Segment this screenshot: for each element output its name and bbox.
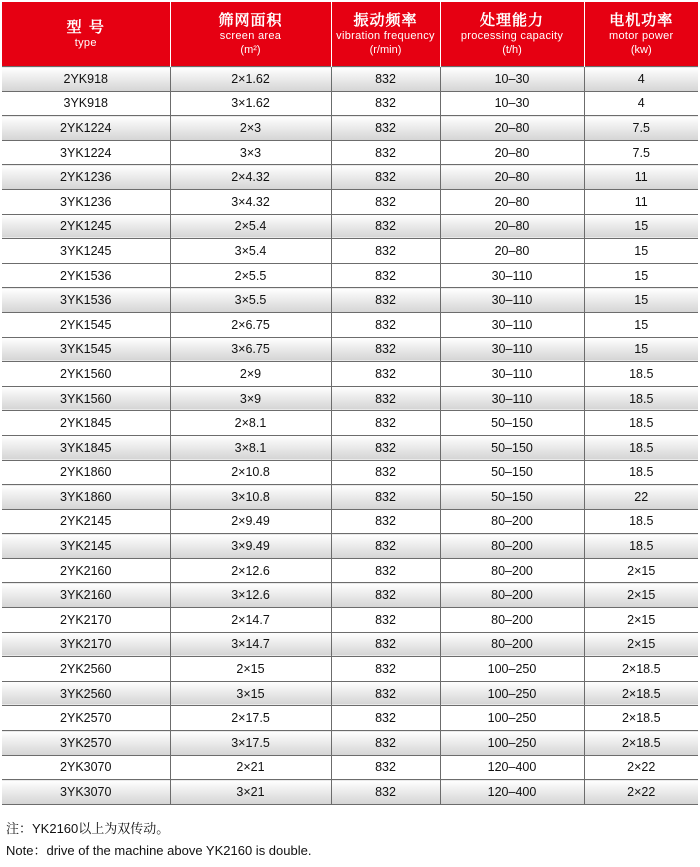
cell-vibration-frequency: 832 bbox=[331, 534, 440, 559]
cell-type: 3YK2170 bbox=[2, 632, 170, 657]
spec-table-container bbox=[2, 2, 698, 805]
cell-processing-capacity: 30–110 bbox=[440, 386, 584, 411]
table-row bbox=[2, 362, 698, 387]
cell-vibration-frequency: 832 bbox=[331, 263, 440, 288]
header-processing-capacity bbox=[440, 2, 584, 67]
cell-motor-power: 2×22 bbox=[584, 780, 698, 805]
table-row bbox=[2, 189, 698, 214]
cell-type: 2YK1224 bbox=[2, 116, 170, 141]
cell-motor-power: 4 bbox=[584, 67, 698, 92]
cell-type: 3YK1224 bbox=[2, 140, 170, 165]
header-screen-area bbox=[170, 2, 331, 67]
cell-screen-area: 2×1.62 bbox=[170, 67, 331, 92]
cell-processing-capacity: 120–400 bbox=[440, 780, 584, 805]
cell-motor-power: 2×15 bbox=[584, 583, 698, 608]
cell-vibration-frequency: 832 bbox=[331, 312, 440, 337]
header-capacity-en: processing capacity bbox=[460, 30, 564, 42]
spec-table bbox=[2, 2, 698, 805]
cell-processing-capacity: 30–110 bbox=[440, 337, 584, 362]
cell-processing-capacity: 10–30 bbox=[440, 67, 584, 92]
cell-vibration-frequency: 832 bbox=[331, 386, 440, 411]
cell-processing-capacity: 30–110 bbox=[440, 288, 584, 313]
cell-processing-capacity: 20–80 bbox=[440, 116, 584, 141]
table-row bbox=[2, 67, 698, 92]
cell-screen-area: 2×10.8 bbox=[170, 460, 331, 485]
table-row bbox=[2, 608, 698, 633]
cell-vibration-frequency: 832 bbox=[331, 558, 440, 583]
cell-processing-capacity: 80–200 bbox=[440, 558, 584, 583]
cell-motor-power: 15 bbox=[584, 214, 698, 239]
cell-vibration-frequency: 832 bbox=[331, 755, 440, 780]
table-header bbox=[2, 2, 698, 67]
header-screen-area-cn: 筛网面积 bbox=[218, 11, 283, 29]
header-row bbox=[2, 2, 698, 67]
cell-type: 3YK1545 bbox=[2, 337, 170, 362]
cell-screen-area: 2×15 bbox=[170, 657, 331, 682]
cell-screen-area: 3×17.5 bbox=[170, 731, 331, 756]
header-motor-cn: 电机功率 bbox=[609, 11, 674, 29]
cell-screen-area: 2×4.32 bbox=[170, 165, 331, 190]
cell-motor-power: 18.5 bbox=[584, 460, 698, 485]
cell-motor-power: 2×15 bbox=[584, 632, 698, 657]
cell-type: 3YK2160 bbox=[2, 583, 170, 608]
cell-screen-area: 2×9 bbox=[170, 362, 331, 387]
cell-vibration-frequency: 832 bbox=[331, 583, 440, 608]
cell-vibration-frequency: 832 bbox=[331, 337, 440, 362]
cell-vibration-frequency: 832 bbox=[331, 706, 440, 731]
header-screen-area-en: screen area bbox=[219, 30, 282, 42]
cell-processing-capacity: 20–80 bbox=[440, 239, 584, 264]
cell-screen-area: 3×10.8 bbox=[170, 485, 331, 510]
cell-type: 2YK1245 bbox=[2, 214, 170, 239]
table-row bbox=[2, 657, 698, 682]
cell-type: 2YK3070 bbox=[2, 755, 170, 780]
cell-processing-capacity: 20–80 bbox=[440, 214, 584, 239]
cell-screen-area: 3×5.4 bbox=[170, 239, 331, 264]
cell-motor-power: 2×18.5 bbox=[584, 657, 698, 682]
cell-processing-capacity: 100–250 bbox=[440, 681, 584, 706]
table-row bbox=[2, 239, 698, 264]
cell-processing-capacity: 30–110 bbox=[440, 263, 584, 288]
cell-vibration-frequency: 832 bbox=[331, 214, 440, 239]
table-row bbox=[2, 706, 698, 731]
cell-vibration-frequency: 832 bbox=[331, 116, 440, 141]
cell-screen-area: 3×21 bbox=[170, 780, 331, 805]
cell-type: 2YK2145 bbox=[2, 509, 170, 534]
cell-processing-capacity: 50–150 bbox=[440, 460, 584, 485]
cell-vibration-frequency: 832 bbox=[331, 731, 440, 756]
table-row bbox=[2, 534, 698, 559]
cell-screen-area: 2×12.6 bbox=[170, 558, 331, 583]
cell-screen-area: 2×3 bbox=[170, 116, 331, 141]
cell-screen-area: 3×8.1 bbox=[170, 435, 331, 460]
note-en: Note：drive of the machine above YK2160 is double. bbox=[6, 843, 312, 858]
cell-type: 2YK918 bbox=[2, 67, 170, 92]
cell-vibration-frequency: 832 bbox=[331, 509, 440, 534]
cell-processing-capacity: 120–400 bbox=[440, 755, 584, 780]
cell-vibration-frequency: 832 bbox=[331, 362, 440, 387]
cell-motor-power: 15 bbox=[584, 337, 698, 362]
cell-vibration-frequency: 832 bbox=[331, 681, 440, 706]
table-row bbox=[2, 140, 698, 165]
cell-motor-power: 18.5 bbox=[584, 534, 698, 559]
cell-motor-power: 15 bbox=[584, 263, 698, 288]
cell-screen-area: 3×12.6 bbox=[170, 583, 331, 608]
table-row bbox=[2, 509, 698, 534]
header-vibration-frequency bbox=[331, 2, 440, 67]
cell-screen-area: 2×14.7 bbox=[170, 608, 331, 633]
cell-motor-power: 18.5 bbox=[584, 435, 698, 460]
cell-vibration-frequency: 832 bbox=[331, 435, 440, 460]
header-capacity-cn: 处理能力 bbox=[479, 11, 544, 29]
cell-processing-capacity: 30–110 bbox=[440, 312, 584, 337]
cell-motor-power: 11 bbox=[584, 189, 698, 214]
note-cn: 注：YK2160以上为双传动。 bbox=[6, 821, 170, 836]
table-row bbox=[2, 558, 698, 583]
cell-vibration-frequency: 832 bbox=[331, 91, 440, 116]
cell-type: 2YK2170 bbox=[2, 608, 170, 633]
cell-motor-power: 2×18.5 bbox=[584, 706, 698, 731]
cell-type: 3YK2145 bbox=[2, 534, 170, 559]
header-type-cn: 型 号 bbox=[66, 18, 105, 36]
header-type bbox=[2, 2, 170, 67]
cell-processing-capacity: 80–200 bbox=[440, 534, 584, 559]
cell-screen-area: 2×5.5 bbox=[170, 263, 331, 288]
cell-processing-capacity: 50–150 bbox=[440, 485, 584, 510]
cell-processing-capacity: 100–250 bbox=[440, 657, 584, 682]
cell-processing-capacity: 80–200 bbox=[440, 632, 584, 657]
cell-processing-capacity: 50–150 bbox=[440, 411, 584, 436]
table-row bbox=[2, 460, 698, 485]
cell-vibration-frequency: 832 bbox=[331, 189, 440, 214]
cell-motor-power: 2×15 bbox=[584, 558, 698, 583]
cell-motor-power: 18.5 bbox=[584, 411, 698, 436]
cell-screen-area: 3×4.32 bbox=[170, 189, 331, 214]
table-row bbox=[2, 337, 698, 362]
cell-screen-area: 3×6.75 bbox=[170, 337, 331, 362]
cell-processing-capacity: 30–110 bbox=[440, 362, 584, 387]
cell-motor-power: 22 bbox=[584, 485, 698, 510]
cell-type: 3YK2570 bbox=[2, 731, 170, 756]
header-vibration-unit: (r/min) bbox=[369, 44, 402, 56]
cell-processing-capacity: 80–200 bbox=[440, 509, 584, 534]
cell-processing-capacity: 80–200 bbox=[440, 583, 584, 608]
table-row bbox=[2, 263, 698, 288]
table-body bbox=[2, 67, 698, 805]
table-row bbox=[2, 91, 698, 116]
cell-type: 3YK3070 bbox=[2, 780, 170, 805]
header-capacity-unit: (t/h) bbox=[502, 44, 522, 56]
cell-type: 3YK1245 bbox=[2, 239, 170, 264]
cell-processing-capacity: 20–80 bbox=[440, 165, 584, 190]
table-row bbox=[2, 780, 698, 805]
cell-screen-area: 2×9.49 bbox=[170, 509, 331, 534]
cell-type: 2YK2160 bbox=[2, 558, 170, 583]
cell-screen-area: 3×9.49 bbox=[170, 534, 331, 559]
cell-type: 3YK1236 bbox=[2, 189, 170, 214]
header-vibration-en: vibration frequency bbox=[336, 30, 435, 42]
cell-type: 2YK1536 bbox=[2, 263, 170, 288]
table-row bbox=[2, 116, 698, 141]
table-row bbox=[2, 312, 698, 337]
cell-motor-power: 11 bbox=[584, 165, 698, 190]
cell-type: 3YK2560 bbox=[2, 681, 170, 706]
cell-vibration-frequency: 832 bbox=[331, 632, 440, 657]
table-row bbox=[2, 165, 698, 190]
cell-vibration-frequency: 832 bbox=[331, 165, 440, 190]
cell-motor-power: 4 bbox=[584, 91, 698, 116]
cell-motor-power: 2×22 bbox=[584, 755, 698, 780]
table-row bbox=[2, 755, 698, 780]
table-row bbox=[2, 583, 698, 608]
cell-type: 2YK1860 bbox=[2, 460, 170, 485]
cell-motor-power: 18.5 bbox=[584, 362, 698, 387]
table-row bbox=[2, 214, 698, 239]
cell-vibration-frequency: 832 bbox=[331, 67, 440, 92]
table-row bbox=[2, 386, 698, 411]
cell-vibration-frequency: 832 bbox=[331, 288, 440, 313]
table-row bbox=[2, 435, 698, 460]
cell-screen-area: 2×8.1 bbox=[170, 411, 331, 436]
cell-vibration-frequency: 832 bbox=[331, 140, 440, 165]
cell-motor-power: 7.5 bbox=[584, 116, 698, 141]
cell-motor-power: 15 bbox=[584, 312, 698, 337]
cell-screen-area: 3×5.5 bbox=[170, 288, 331, 313]
cell-processing-capacity: 20–80 bbox=[440, 140, 584, 165]
cell-motor-power: 2×18.5 bbox=[584, 681, 698, 706]
header-type-en: type bbox=[74, 37, 97, 49]
table-row bbox=[2, 632, 698, 657]
cell-processing-capacity: 50–150 bbox=[440, 435, 584, 460]
header-vibration-cn: 振动频率 bbox=[353, 11, 418, 29]
header-motor-power bbox=[584, 2, 698, 67]
footnotes bbox=[6, 818, 696, 862]
cell-screen-area: 3×1.62 bbox=[170, 91, 331, 116]
cell-motor-power: 18.5 bbox=[584, 386, 698, 411]
cell-vibration-frequency: 832 bbox=[331, 460, 440, 485]
cell-vibration-frequency: 832 bbox=[331, 239, 440, 264]
cell-vibration-frequency: 832 bbox=[331, 780, 440, 805]
cell-type: 3YK918 bbox=[2, 91, 170, 116]
cell-processing-capacity: 80–200 bbox=[440, 608, 584, 633]
cell-screen-area: 2×17.5 bbox=[170, 706, 331, 731]
cell-type: 2YK1545 bbox=[2, 312, 170, 337]
cell-type: 3YK1845 bbox=[2, 435, 170, 460]
table-row bbox=[2, 731, 698, 756]
cell-processing-capacity: 100–250 bbox=[440, 731, 584, 756]
cell-screen-area: 3×3 bbox=[170, 140, 331, 165]
cell-type: 2YK1236 bbox=[2, 165, 170, 190]
cell-motor-power: 18.5 bbox=[584, 509, 698, 534]
cell-screen-area: 2×21 bbox=[170, 755, 331, 780]
cell-type: 2YK1845 bbox=[2, 411, 170, 436]
header-motor-unit: (kw) bbox=[630, 44, 652, 56]
cell-motor-power: 7.5 bbox=[584, 140, 698, 165]
table-row bbox=[2, 411, 698, 436]
cell-motor-power: 15 bbox=[584, 239, 698, 264]
cell-vibration-frequency: 832 bbox=[331, 411, 440, 436]
cell-processing-capacity: 20–80 bbox=[440, 189, 584, 214]
cell-motor-power: 2×18.5 bbox=[584, 731, 698, 756]
cell-vibration-frequency: 832 bbox=[331, 608, 440, 633]
cell-screen-area: 3×15 bbox=[170, 681, 331, 706]
cell-type: 2YK1560 bbox=[2, 362, 170, 387]
cell-type: 3YK1560 bbox=[2, 386, 170, 411]
cell-type: 3YK1860 bbox=[2, 485, 170, 510]
header-screen-area-unit: (m²) bbox=[240, 44, 261, 56]
table-row bbox=[2, 288, 698, 313]
table-row bbox=[2, 485, 698, 510]
cell-processing-capacity: 100–250 bbox=[440, 706, 584, 731]
cell-vibration-frequency: 832 bbox=[331, 657, 440, 682]
cell-screen-area: 2×5.4 bbox=[170, 214, 331, 239]
cell-type: 2YK2570 bbox=[2, 706, 170, 731]
cell-screen-area: 3×9 bbox=[170, 386, 331, 411]
cell-motor-power: 2×15 bbox=[584, 608, 698, 633]
header-motor-en: motor power bbox=[609, 30, 674, 42]
table-row bbox=[2, 681, 698, 706]
cell-processing-capacity: 10–30 bbox=[440, 91, 584, 116]
cell-motor-power: 15 bbox=[584, 288, 698, 313]
cell-screen-area: 3×14.7 bbox=[170, 632, 331, 657]
cell-type: 2YK2560 bbox=[2, 657, 170, 682]
cell-type: 3YK1536 bbox=[2, 288, 170, 313]
cell-vibration-frequency: 832 bbox=[331, 485, 440, 510]
cell-screen-area: 2×6.75 bbox=[170, 312, 331, 337]
